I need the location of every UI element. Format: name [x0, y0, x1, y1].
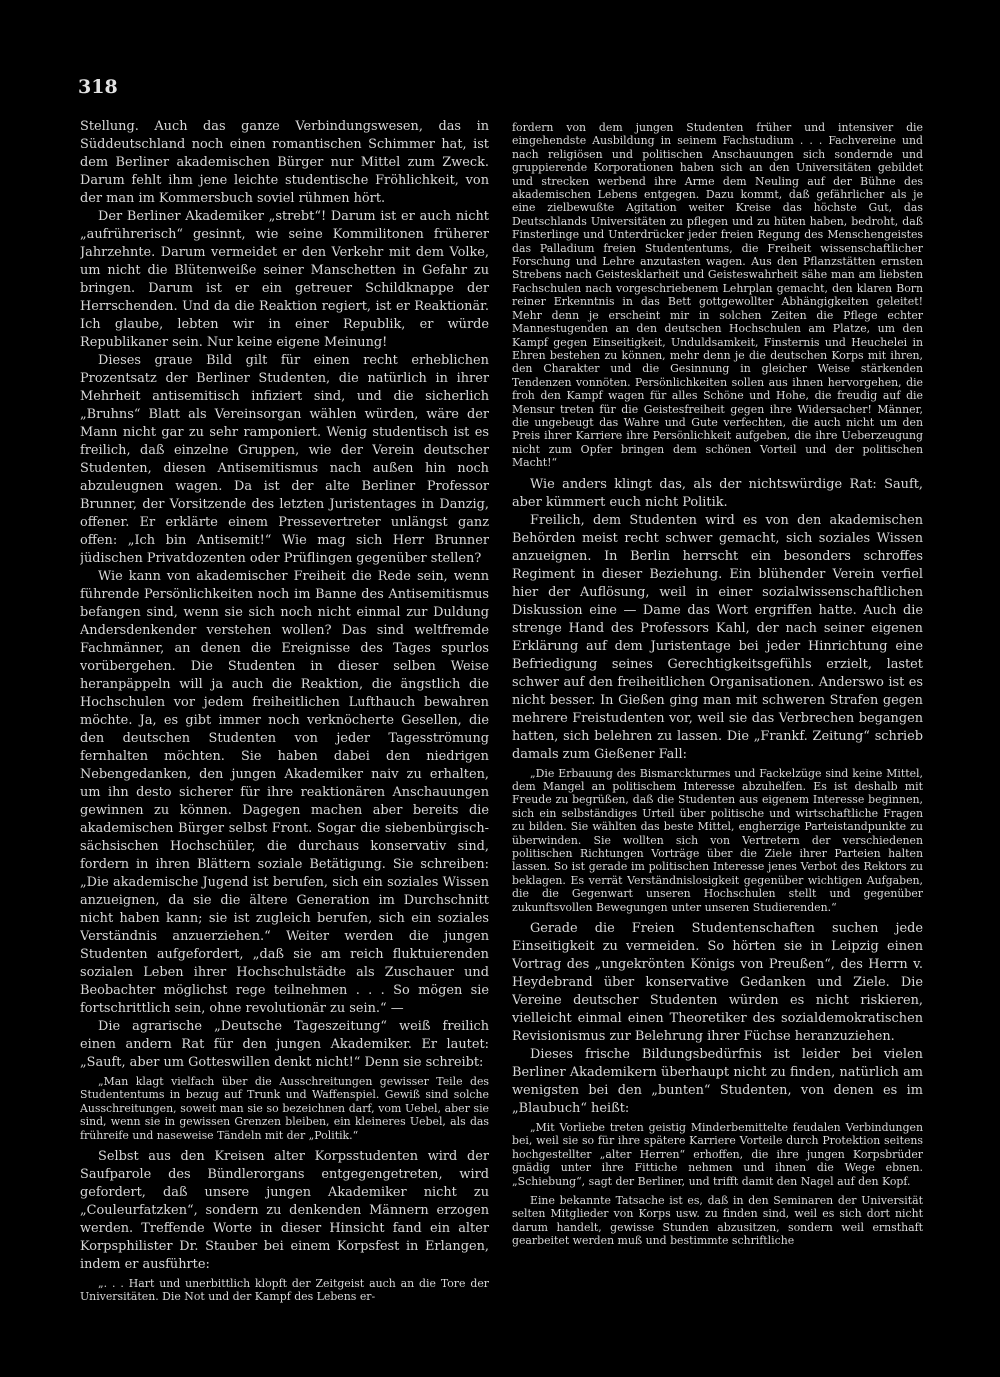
left-quote-2: „. . . Hart und unerbittlich klopft der Zeitgeist auch an die Tore der Universitäten. Die Not und der Kampf des Lebens er-	[80, 1277, 489, 1304]
page-number: 318	[78, 76, 118, 98]
left-para-3: Dieses graue Bild gilt für einen recht erheblichen Prozentsatz der Berliner Studenten, die natürlich in ihrer Mehrheit antisemitisch infiziert sind, und die sicherlich „Bruhns“ Blatt als Vereinsorgan wählen würden, wäre der Mann nicht gar zu sehr ramponiert. Wenig studentisch ist es freilich, daß einzelne Gruppen, wie der Verein deutscher Studenten, diesen Antisemitismus nach außen hin noch abzuleugnen wagen. Da ist der alte Berliner Professor Brunner, der Vorsitzende des letzten Juristentages in Danzig, offener. Er erklärte einem Pressevertreter unlängst ganz offen: „Ich bin Antisemit!“ Wie mag sich Herr Brunner jüdischen Privatdozenten oder Prüflingen gegenüber stellen?	[80, 353, 489, 566]
left-quote-1: „Man klagt vielfach über die Ausschreitungen gewisser Teile des Studententums in bezug auf Trunk und Waffenspiel. Gewiß sind solche Ausschreitungen, soweit man sie so bezeichnen darf, vom Uebel, aber sie sind, wenn sie in gewissen Grenzen bleiben, ein kleineres Uebel, als das frühreife und naseweise Tändeln mit der „Politik.“	[80, 1075, 489, 1142]
right-text-column	[512, 118, 923, 1354]
right-para-3: Gerade die Freien Studentenschaften suchen jede Einseitigkeit zu vermeiden. So hörten sie in Leipzig einen Vortrag des „ungekrönten Königs von Preußen“, des Herrn v. Heydebrand über konservative Gedanken und Ziele. Die Vereine deutscher Studenten würden es nicht riskieren, vielleicht einmal einen Theoretiker des sozialdemokratischen Revisionismus zur Belehrung ihrer Füchse heranzuziehen.	[512, 921, 923, 1045]
right-para-2: Freilich, dem Studenten wird es von den akademischen Behörden meist recht schwer gemacht, sich soziales Wissen anzueignen. In Berlin herrscht ein besonders schroffes Regiment in dieser Beziehung. Ein blühender Verein verfiel hier der Auflösung, weil in einer sozialwissenschaftlichen Diskussion eine — Dame das Wort ergriffen hatte. Auch die strenge Hand des Professors Kahl, der nach seiner eigenen Erklärung auf dem Juristentage bei jeder Hinrichtung eine Befriedigung seines Gerechtigkeitsgefühls erzielt, lastet schwer auf den freiheitlichen Organisationen. Anderswo ist es nicht besser. In Gießen ging man mit schweren Strafen gegen mehrere Freistudenten vor, weil sie das Verbrechen begangen hatten, sich belehren zu lassen. Die „Frankf. Zeitung“ schrieb damals zum Gießener Fall:	[512, 512, 923, 762]
left-para-5: Die agrarische „Deutsche Tageszeitung“ weiß freilich einen andern Rat für den jungen Akademiker. Er lautet: „Sauft, aber um Gotteswillen denkt nicht!“ Denn sie schreibt:	[80, 1019, 489, 1070]
left-para-4: Wie kann von akademischer Freiheit die Rede sein, wenn führende Persönlichkeiten noch im Banne des Antisemitismus befangen sind, wenn sie sich noch nicht einmal zur Duldung Andersdenkender verstehen wollen? Das sind weltfremde Fachmänner, an denen die Ereignisse des Tages spurlos vorübergehen. Die Studenten in dieser selben Weise heranpäppeln will ja auch die Reaktion, die ängstlich die Hochschulen vor jedem freiheitlichen Lufthauch bewahren möchte. Ja, es gibt immer noch verknöcherte Gesellen, die den deutschen Studenten von jeder Tagesströmung fernhalten möchten. Sie haben dabei den niedrigen Nebengedanken, den jungen Akademiker naiv zu erhalten, um ihn desto sicherer für ihre reaktionären Anschauungen gewinnen zu können. Dagegen machen aber bereits die akademischen Bürger selbst Front. Sogar die siebenbürgisch-sächsischen Hochschüler, die durchaus konservativ sind, fordern in ihren Blättern soziale Betätigung. Sie schreiben: „Die akademische Jugend ist berufen, sich ein soziales Wissen anzueignen, da sie die ältere Generation im Durchschnitt nicht haben kann; sie ist zugleich berufen, sich ein soziales Verständnis anzuerziehen.“ Weiter werden die jungen Studenten aufgefordert, „daß sie am reich fluktuierenden sozialen Leben ihrer Hochschulstädte als Zuschauer und Beobachter möglichst rege teilnehmen . . . So mögen sie fortschrittlich sein, ohne revolutionär zu sein.“ —	[80, 569, 489, 1016]
right-quote-2: „Die Erbauung des Bismarckturmes und Fackelzüge sind keine Mittel, dem Mangel an politischem Interesse abzuhelfen. Es ist deshalb mit Freude zu begrüßen, daß die Studenten aus eigenem Interesse beginnen, sich ein selbständiges Urteil über politische und wirtschaftliche Fragen zu bilden. Sie wählten das beste Mittel, engherzige Parteistandpunkte zu überwinden. Sie wollten sich von Vertretern der verschiedenen politischen Richtungen Vorträge über die Ziele ihrer Parteien halten lassen. So ist gerade im politischen Interesse jenes Verbot des Rektors zu beklagen. Es verrät Verständnislosigkeit gegenüber wichtigen Aufgaben, die die Gegenwart unseren Hochschulen stellt und gegenüber zukunftsvollen Bewegungen unter unseren Studierenden.“	[512, 766, 923, 914]
left-para-2: Der Berliner Akademiker „strebt“! Darum ist er auch nicht „aufrührerisch“ gesinnt, wie seine Kommilitonen früherer Jahrzehnte. Darum vermeidet er den Verkehr mit dem Volke, um nicht die Blütenweiße seiner Manschetten in Gefahr zu bringen. Darum ist er ein getreuer Schildknappe der Herrschenden. Und da die Reaktion regiert, ist er Reaktionär. Ich glaube, lebten wir in einer Republik, er würde Republikaner sein. Nur keine eigene Meinung!	[80, 209, 489, 350]
right-quote-1: fordern von dem jungen Studenten früher und intensiver die eingehendste Ausbildung in seinem Fachstudium . . . Fachvereine und nach religiösen und politischen Anschauungen sich sondernde und gruppierende Korporationen haben sich an den Universitäten gebildet und strecken werbend ihre Arme dem Neuling auf der Bühne des akademischen Lebens entgegen. Dazu kommt, daß gefährlicher als je eine zielbewußte Agitation weiter Kreise das höchste Gut, das Deutschlands Universitäten zu pflegen und zu hüten haben, bedroht, daß Finsterlinge und Unterdrücker jeder freien Regung des Menschengeistes das Palladium freien Studententums, die Freiheit wissenschaftlicher Forschung und Lehre anzutasten wagen. Aus den Pflanzstätten ernsten Strebens nach Geistesklarheit und Geisteswahrheit sähe man am liebsten Fachschulen nach vorgeschriebenem Lehrplan gemacht, den klaren Born reiner Erkenntnis in das Bett gottgewollter Abhängigkeiten geleitet! Mehr denn je erscheint mir in solchen Zeiten die Pflege echter Mannestugenden an den deutschen Hochschulen am Platze, um den Kampf gegen Einseitigkeit, Unduldsamkeit, Finsternis und Heuchelei in Ehren bestehen zu können, mehr denn je die deutschen Korps mit ihren, den Charakter und die Gesinnung in gleicher Weise stärkenden Tendenzen vonnöten. Persönlichkeiten sollen aus ihnen hervorgehen, die froh den Kampf wagen für alles Schöne und Hohe, die freudig auf die Mensur treten für die Geistesfreiheit gegen ihre Widersacher! Männer, die ungebeugt das Wahre und Gute verfechten, die auch nicht um den Preis ihrer Karriere ihre Persönlichkeit aufgeben, die ihre Ueberzeugung nicht zum Opfer bringen dem schönen Vorteil und der politischen Macht!“	[512, 121, 923, 470]
right-quote-3: „Mit Vorliebe treten geistig Minderbemittelte feudalen Verbindungen bei, weil sie so für ihre spätere Karriere Vorteile durch Protektion seitens hochgestellter „alter Herren“ erhoffen, die ihre jungen Korpsbrüder gnädig unter ihre Fittiche nehmen und ihnen die Wege ebnen. „Schiebung“, sagt der Berliner, und trifft damit den Nagel auf den Kopf.	[512, 1121, 923, 1188]
left-text-column	[80, 118, 489, 1354]
right-quote-4: Eine bekannte Tatsache ist es, daß in den Seminaren der Universität selten Mitglieder von Korps usw. zu finden sind, weil es sich dort nicht darum handelt, gewisse Stunden abzusitzen, sondern weil ernsthaft gearbeitet werden muß und bestimmte schriftliche	[512, 1194, 923, 1248]
left-para-1: Stellung. Auch das ganze Verbindungswesen, das in Süddeutschland noch einen romantischen Schimmer hat, ist dem Berliner akademischen Bürger nur Mittel zum Zweck. Darum fehlt ihm jene leichte studentische Fröhlichkeit, von der man im Kommersbuch soviel rühmen hört.	[80, 119, 489, 206]
right-para-1: Wie anders klingt das, als der nichtswürdige Rat: Sauft, aber kümmert euch nicht Politik.	[512, 476, 923, 510]
left-para-6: Selbst aus den Kreisen alter Korpsstudenten wird der Saufparole des Bündlerorgans entgegengetreten, wird gefordert, daß unsere jungen Akademiker nicht zu „Couleurfatzken“, sondern zu denkenden Männern erzogen werden. Treffende Worte in dieser Hinsicht fand ein alter Korpsphilister Dr. Stauber bei einem Korpsfest in Erlangen, indem er ausführte:	[80, 1149, 489, 1273]
right-para-4: Dieses frische Bildungsbedürfnis ist leider bei vielen Berliner Akademikern überhaupt nicht zu finden, natürlich am wenigsten bei den „bunten“ Studenten, von denen es im „Blaubuch“ heißt:	[512, 1047, 923, 1117]
